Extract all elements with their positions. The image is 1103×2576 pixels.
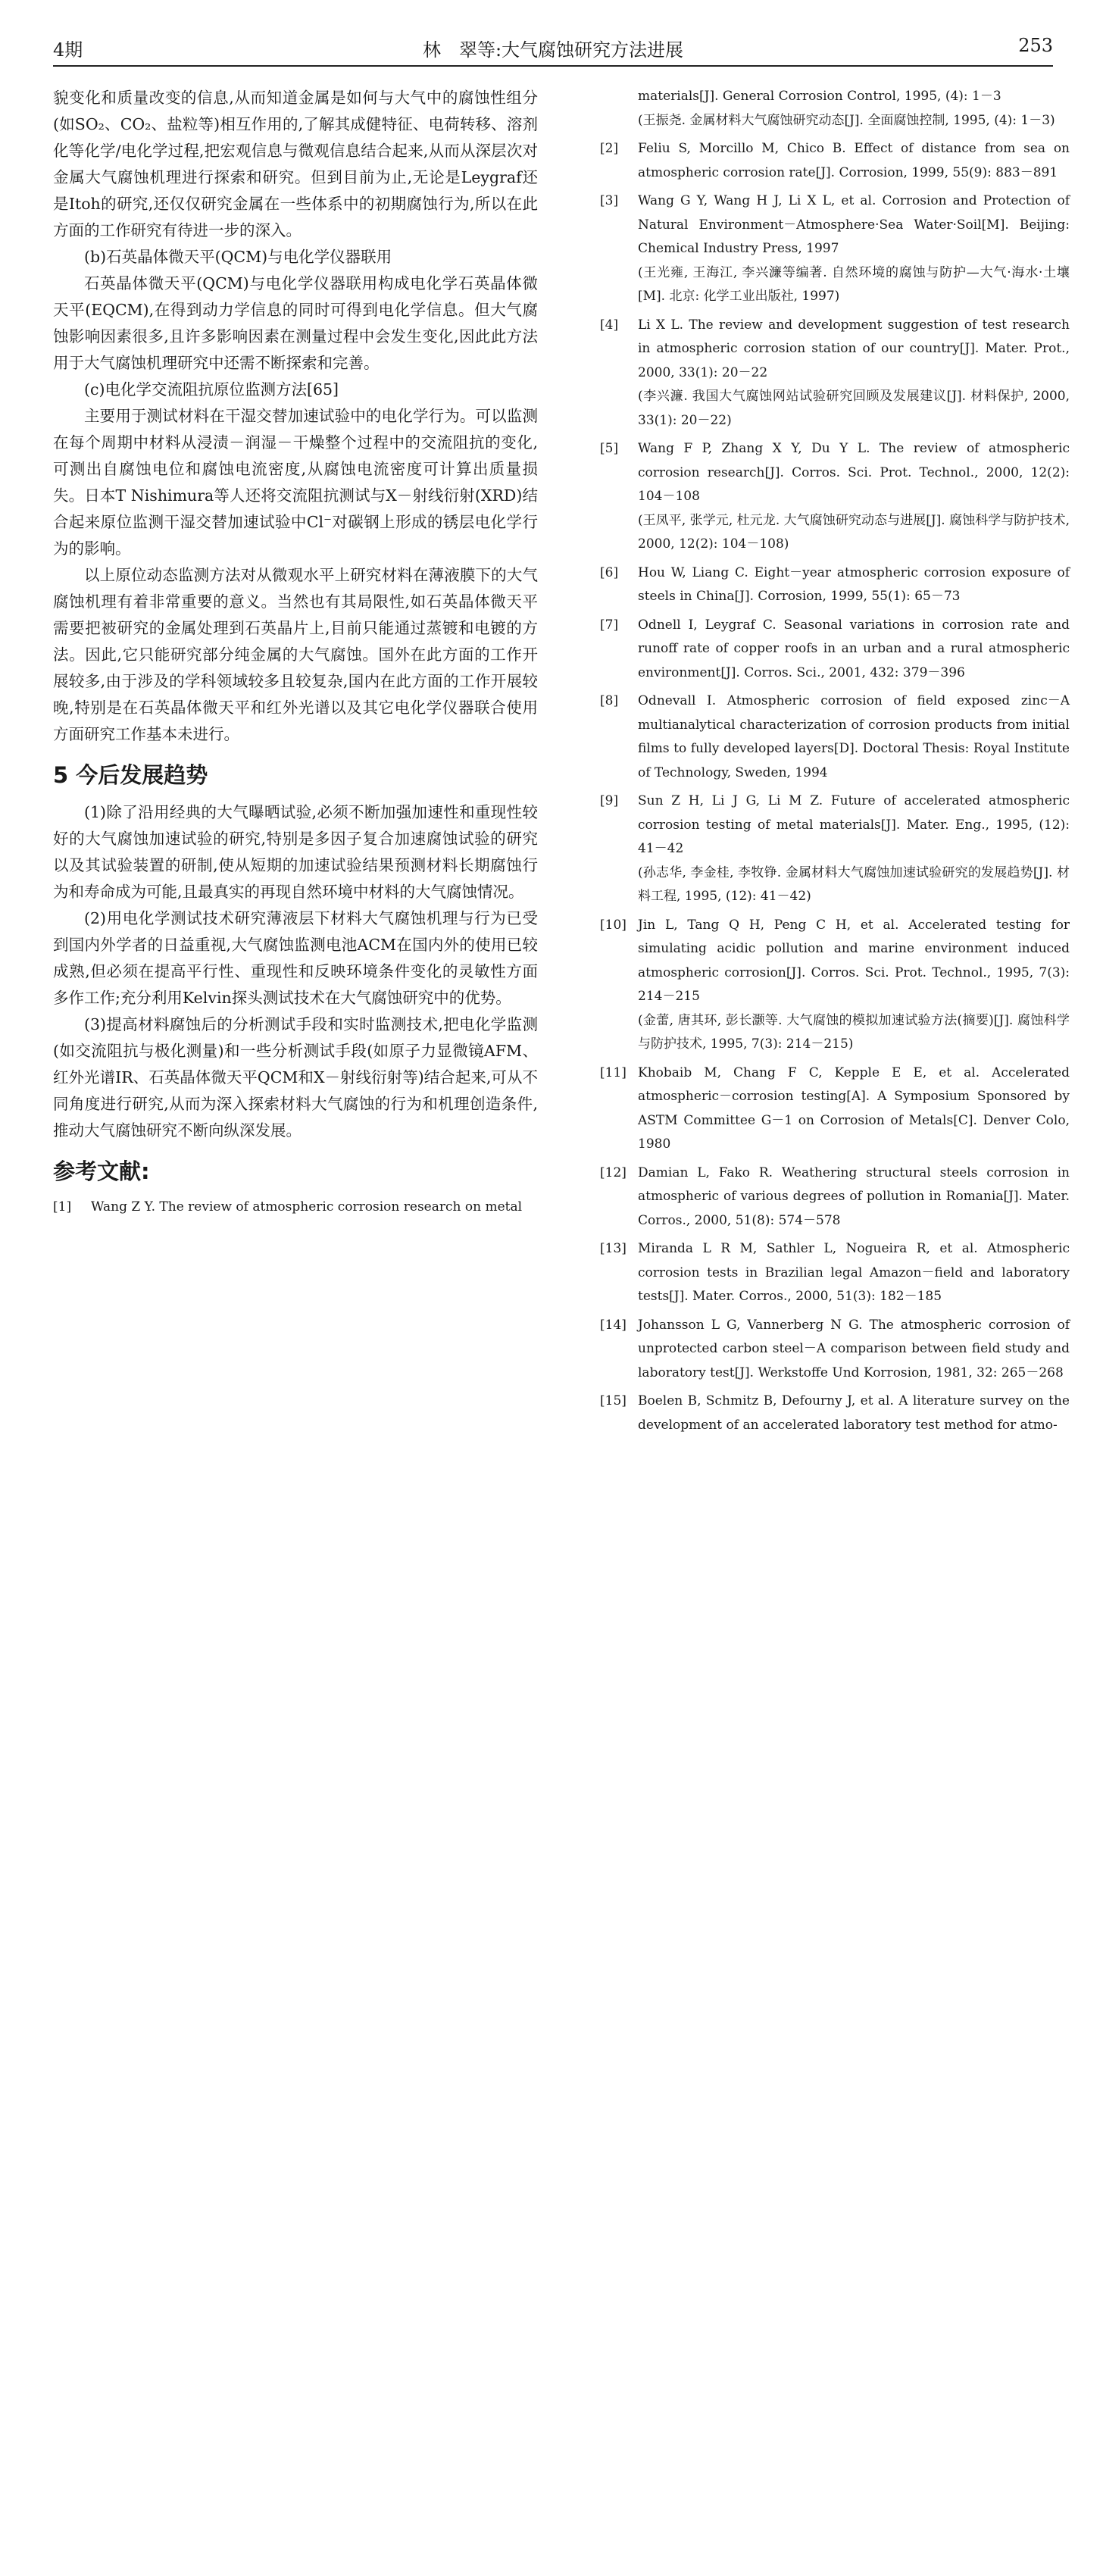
reference-text-zh: (王凤平, 张学元, 杜元龙. 大气腐蚀研究动态与进展[J]. 腐蚀科学与防护技术, 2000, 12(2): 104－108) [638, 512, 1070, 552]
reference-text: Damian L, Fako R. Weathering structural steels corrosion in atmospheric of various degrees of pollution in Romania[J]. Mater. Corros., 2000, 51(8): 574－578 [638, 1165, 1070, 1228]
page-number: 253 [1018, 35, 1053, 56]
right-column [600, 85, 1070, 1442]
reference-text: materials[J]. General Corrosion Control, 1995, (4): 1－3 [638, 89, 1001, 104]
left-column [53, 85, 538, 1224]
reference-item [600, 189, 1070, 309]
reference-text: Wang Z Y. The review of atmospheric corrosion research on metal [91, 1199, 523, 1215]
paragraph: (1)除了沿用经典的大气曝晒试验,必须不断加强加速性和重现性较好的大气腐蚀加速试验的研究,特别是多因子复合加速腐蚀试验的研究以及其试验装置的研制,使从短期的加速试验结果预测材料长期腐蚀行为和寿命成为可能,且最真实的再现自然环境中材料的大气腐蚀情况。 [53, 803, 538, 901]
paragraph: 石英晶体微天平(QCM)与电化学仪器联用构成电化学石英晶体微天平(EQCM),在得到动力学信息的同时可得到电化学信息。但大气腐蚀影响因素很多,且许多影响因素在测量过程中会发生变化,因此此方法用于大气腐蚀机理研究中还需不断探索和完善。 [53, 274, 538, 372]
reference-text-zh: (王光雍, 王海江, 李兴濂等编著. 自然环境的腐蚀与防护—大气·海水·土壤[M]. 北京: 化学工业出版社, 1997) [638, 264, 1070, 304]
page-header [53, 30, 1053, 67]
reference-text: Wang G Y, Wang H J, Li X L, et al. Corrosion and Protection of Natural Environment－Atmosphere·Sea Water·Soil[M]. Beijing: Chemical Industry Press, 1997 [638, 193, 1070, 256]
reference-text-zh: (李兴濂. 我国大气腐蚀网站试验研究回顾及发展建议[J]. 材料保护, 2000, 33(1): 20－22) [638, 389, 1070, 428]
reference-item [600, 689, 1070, 785]
reference-item [600, 437, 1070, 557]
reference-text: Boelen B, Schmitz B, Defourny J, et al. A literature survey on the development of an accelerated laboratory test method for atmo- [638, 1393, 1070, 1433]
reference-text-zh: (孙志华, 李金桂, 李牧铮. 金属材料大气腐蚀加速试验研究的发展趋势[J]. 材料工程, 1995, (12): 41－42) [638, 864, 1070, 904]
reference-number: [2] [600, 141, 619, 156]
paragraph: (2)用电化学测试技术研究薄液层下材料大气腐蚀机理与行为已受到国内外学者的日益重视,大气腐蚀监测电池ACM在国内外的使用已较成熟,但必须在提高平行性、重现性和反映环境条件变化的灵敏性方面多作工作;充分利用Kelvin探头测试技术在大气腐蚀研究中的优势。 [53, 909, 538, 1007]
running-title: 林 翠等:大气腐蚀研究方法进展 [422, 39, 684, 61]
reference-item [600, 314, 1070, 433]
reference-number: [8] [600, 693, 619, 708]
reference-item [600, 614, 1070, 686]
reference-text: Wang F P, Zhang X Y, Du Y L. The review of atmospheric corrosion research[J]. Corros. Sci. Prot. Technol., 2000, 12(2): 104－108 [638, 441, 1070, 504]
paragraph: (3)提高材料腐蚀后的分析测试手段和实时监测技术,把电化学监测(如交流阻抗与极化测量)和一些分析测试手段(如原子力显微镜AFM、红外光谱IR、石英晶体微天平QCM和X－射线衍射等)结合起来,可从不同角度进行研究,从而为深入探索材料大气腐蚀的行为和机理创造条件,推动大气腐蚀研究不断向纵深发展。 [53, 1015, 538, 1140]
reference-number: [6] [600, 564, 619, 580]
reference-item [53, 1196, 538, 1220]
reference-number: [13] [600, 1241, 626, 1256]
subsection-heading: (c)电化学交流阻抗原位监测方法[65] [84, 380, 339, 399]
reference-item [600, 561, 1070, 609]
reference-number: [4] [600, 317, 619, 333]
references-heading: 参考文献: [53, 1158, 150, 1184]
reference-number: [5] [600, 441, 619, 456]
reference-item [600, 1061, 1070, 1157]
reference-text-zh: (王振尧. 金属材料大气腐蚀研究动态[J]. 全面腐蚀控制, 1995, (4): 1－3) [638, 112, 1055, 128]
reference-item [600, 1237, 1070, 1309]
reference-number: [9] [600, 793, 619, 808]
reference-item [600, 789, 1070, 909]
paragraph: 主要用于测试材料在干湿交替加速试验中的电化学行为。可以监测在每个周期中材料从浸渍－润湿－干燥整个过程中的交流阻抗的变化,可测出自腐蚀电位和腐蚀电流密度,从腐蚀电流密度可计算出质量损失。日本T Nishimura等人还将交流阻抗测试与X－射线衍射(XRD)结合起来原位监测干湿交替加速试验中Cl⁻对碳钢上形成的锈层电化学行为的影响。 [53, 407, 538, 558]
paragraph: 以上原位动态监测方法对从微观水平上研究材料在薄液膜下的大气腐蚀机理有着非常重要的意义。当然也有其局限性,如石英晶体微天平需要把被研究的金属处理到石英晶片上,目前只能通过蒸镀和电镀的方法。因此,它只能研究部分纯金属的大气腐蚀。国外在此方面的工作开展较多,由于涉及的学科领域较多且较复杂,国内在此方面的工作开展较晚,特别是在石英晶体微天平和红外光谱以及其它电化学仪器联合使用方面研究工作基本未进行。 [53, 566, 538, 743]
section-heading: 5 今后发展趋势 [53, 762, 208, 788]
reference-number: [7] [600, 617, 619, 633]
reference-number: [10] [600, 917, 626, 933]
subsection-heading: (b)石英晶体微天平(QCM)与电化学仪器联用 [84, 248, 392, 266]
reference-item [600, 914, 1070, 1057]
reference-text: Johansson L G, Vannerberg N G. The atmospheric corrosion of unprotected carbon steel－A comparison between field study and laboratory test[J]. Werkstoffe Und Korrosion, 1981, 32: 265－268 [638, 1317, 1070, 1380]
reference-text: Jin L, Tang Q H, Peng C H, et al. Accelerated testing for simulating acidic pollution and marine environment induced atmospheric corrosion[J]. Corros. Sci. Prot. Technol., 1995, 7(3): 214－215 [638, 917, 1070, 1004]
reference-number: [15] [600, 1393, 626, 1408]
reference-item [600, 85, 1070, 133]
reference-item [600, 1161, 1070, 1233]
reference-number: [11] [600, 1064, 626, 1080]
reference-list [600, 137, 1070, 1437]
reference-number: [14] [600, 1317, 626, 1333]
reference-text: Miranda L R M, Sathler L, Nogueira R, et al. Atmospheric corrosion tests in Brazilian legal Amazon－field and laboratory tests[J]. Mater. Corros., 2000, 51(3): 182－185 [638, 1241, 1070, 1304]
paragraph: 貌变化和质量改变的信息,从而知道金属是如何与大气中的腐蚀性组分(如SO₂、CO₂、盐粒等)相互作用的,了解其成健特征、电荷转移、溶剂化等化学/电化学过程,把宏观信息与微观信息结合起来,从而从深层次对金属大气腐蚀机理进行探索和研究。但到目前为止,无论是Leygraf还是Itoh的研究,还仅仅研究金属在一些体系中的初期腐蚀行为,所以在此方面的工作研究有待进一步的深入。 [53, 89, 538, 239]
reference-text: Sun Z H, Li J G, Li M Z. Future of accelerated atmospheric corrosion testing of metal materials[J]. Mater. Eng., 1995, (12): 41－42 [638, 793, 1070, 856]
reference-text: Odnell I, Leygraf C. Seasonal variations in corrosion rate and runoff rate of copper roofs in an urban and a rural atmospheric environment[J]. Corros. Sci., 2001, 432: 379－396 [638, 617, 1070, 680]
reference-number: [1] [53, 1199, 72, 1215]
reference-text: Khobaib M, Chang F C, Kepple E E, et al. Accelerated atmospheric－corrosion testing[A]. A Symposium Sponsored by ASTM Committee G－1 on Corrosion of Metals[C]. Denver Colo, 1980 [638, 1064, 1070, 1152]
reference-text-zh: (金蕾, 唐其环, 彭长灏等. 大气腐蚀的模拟加速试验方法(摘要)[J]. 腐蚀科学与防护技术, 1995, 7(3): 214－215) [638, 1012, 1070, 1052]
issue-label: 4期 [53, 39, 83, 61]
reference-item [600, 1314, 1070, 1386]
reference-text: Odnevall I. Atmospheric corrosion of field exposed zinc－A multianalytical characterization of corrosion products from initial films to fully developed layers[D]. Doctoral Thesis: Royal Institute of Technology, Sweden, 1994 [638, 693, 1070, 780]
reference-number: [3] [600, 193, 619, 208]
reference-text: Feliu S, Morcillo M, Chico B. Effect of distance from sea on atmospheric corrosion rate[J]. Corrosion, 1999, 55(9): 883－891 [638, 141, 1070, 180]
reference-text: Hou W, Liang C. Eight－year atmospheric corrosion exposure of steels in China[J]. Corrosion, 1999, 55(1): 65－73 [638, 564, 1070, 604]
reference-text: Li X L. The review and development suggestion of test research in atmospheric corrosion station of our country[J]. Mater. Prot., 2000, 33(1): 20－22 [638, 317, 1070, 380]
reference-item [600, 1390, 1070, 1437]
reference-item [600, 137, 1070, 185]
reference-number: [12] [600, 1165, 626, 1180]
